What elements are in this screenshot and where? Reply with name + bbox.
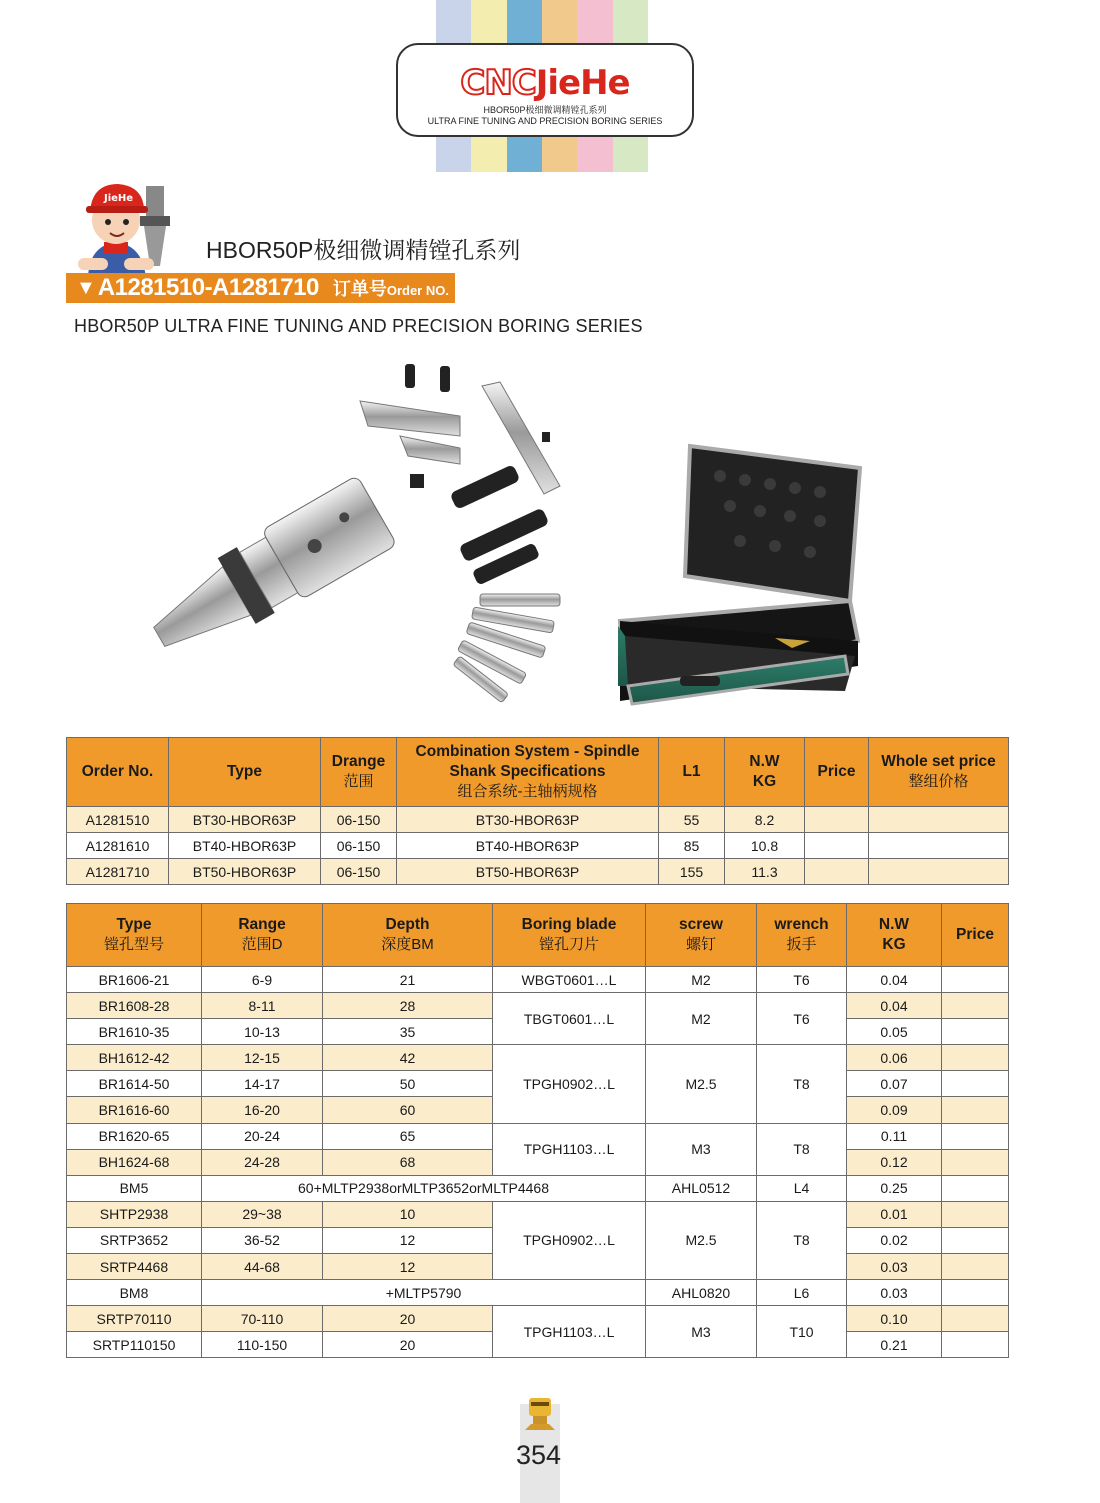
cell-depth: 20 (323, 1306, 493, 1332)
cell-depth: 50 (323, 1071, 493, 1097)
cell-price (942, 1201, 1009, 1227)
cell-type: BT50-HBOR63P (169, 859, 321, 885)
cell-screw: M2 (646, 993, 757, 1045)
cell-type: BT30-HBOR63P (169, 807, 321, 833)
cell-price (942, 993, 1009, 1019)
col-wrench: wrench 扳手 (757, 904, 847, 967)
col-l1: L1 (659, 738, 725, 807)
col-type: Type 镗孔型号 (67, 904, 202, 967)
cell-order: A1281610 (67, 833, 169, 859)
cell-wrench: T6 (757, 967, 847, 993)
cell-range: 44-68 (202, 1254, 323, 1280)
cell-nw: 0.07 (847, 1071, 942, 1097)
cell-wrench: L6 (757, 1280, 847, 1306)
cell-type: BR1608-28 (67, 993, 202, 1019)
cell-depth: 68 (323, 1149, 493, 1175)
cell-wrench: T6 (757, 993, 847, 1045)
table-row (67, 993, 1009, 1019)
cell-depth: 12 (323, 1254, 493, 1280)
cell-range: 24-28 (202, 1149, 323, 1175)
cell-whole-price (869, 859, 1009, 885)
logo-cnc: CNC (460, 63, 536, 103)
cell-nw: 0.11 (847, 1123, 942, 1149)
page-title-cn: HBOR50P极细微调精镗孔系列 (206, 237, 521, 263)
cell-nw: 0.04 (847, 967, 942, 993)
cell-nw: 0.05 (847, 1019, 942, 1045)
brand-logo (398, 63, 692, 103)
cell-screw: M2.5 (646, 1045, 757, 1123)
logo-subtitle-cn: HBOR50P极细微调精镗孔系列 (483, 105, 607, 115)
cell-nw: 0.04 (847, 993, 942, 1019)
cell-range: 8-11 (202, 993, 323, 1019)
cell-price (805, 807, 869, 833)
cell-blade: TPGH1103…L (493, 1123, 646, 1175)
cell-type: SRTP4468 (67, 1254, 202, 1280)
table-row (67, 1175, 1009, 1201)
cell-type: BM5 (67, 1175, 202, 1201)
order-label (333, 275, 449, 301)
cell-depth: 28 (323, 993, 493, 1019)
cell-l1: 155 (659, 859, 725, 885)
cell-type: BH1624-68 (67, 1149, 202, 1175)
cell-price (942, 967, 1009, 993)
order-number-bar (66, 273, 455, 303)
page-number: 354 (516, 1440, 562, 1470)
cell-wrench: L4 (757, 1175, 847, 1201)
cell-wrench: T10 (757, 1306, 847, 1358)
cell-combo: BT30-HBOR63P (397, 807, 659, 833)
cell-type: BR1620-65 (67, 1123, 202, 1149)
boring-bar-spec-table (66, 903, 1009, 1358)
cell-order: A1281510 (67, 807, 169, 833)
cell-nw: 0.02 (847, 1227, 942, 1253)
cell-nw: 0.06 (847, 1045, 942, 1071)
table-row (67, 859, 1009, 885)
cell-price (942, 1280, 1009, 1306)
svg-text:JieHe: JieHe (104, 193, 134, 204)
cell-drange: 06-150 (321, 807, 397, 833)
brand-logo-box (396, 43, 694, 137)
cell-screw: M3 (646, 1306, 757, 1358)
cell-nw: 0.12 (847, 1149, 942, 1175)
col-combination: Combination System - Spindle Shank Specifications 组合系统-主轴柄规格 (397, 738, 659, 807)
cell-blade: TPGH0902…L (493, 1045, 646, 1123)
order-label-cn: 订单号 (332, 279, 387, 299)
cell-screw: AHL0512 (646, 1175, 757, 1201)
cell-price (942, 1306, 1009, 1332)
cell-combo: BT50-HBOR63P (397, 859, 659, 885)
cell-type: SRTP70110 (67, 1306, 202, 1332)
cell-price (942, 1254, 1009, 1280)
cell-combination: 60+MLTP2938orMLTP3652orMLTP4468 (202, 1175, 646, 1201)
cell-type: BR1606-21 (67, 967, 202, 993)
cell-screw: M2 (646, 967, 757, 993)
table-row (67, 1123, 1009, 1149)
cell-combo: BT40-HBOR63P (397, 833, 659, 859)
cell-depth: 21 (323, 967, 493, 993)
cell-wrench: T8 (757, 1045, 847, 1123)
cell-depth: 12 (323, 1227, 493, 1253)
cell-type: SRTP110150 (67, 1332, 202, 1358)
table-row (67, 1280, 1009, 1306)
cell-screw: M3 (646, 1123, 757, 1175)
cell-drange: 06-150 (321, 859, 397, 885)
page-title-en: HBOR50P ULTRA FINE TUNING AND PRECISION BORING SERIES (74, 316, 643, 336)
logo-brand: JieHe (535, 63, 630, 103)
cell-blade: TBGT0601…L (493, 993, 646, 1045)
cell-blade: TPGH1103…L (493, 1306, 646, 1358)
cell-drange: 06-150 (321, 833, 397, 859)
cell-wrench: T8 (757, 1201, 847, 1279)
cell-depth: 42 (323, 1045, 493, 1071)
table-row (67, 1306, 1009, 1332)
cell-depth: 35 (323, 1019, 493, 1045)
col-type: Type (169, 738, 321, 807)
cell-nw: 0.03 (847, 1254, 942, 1280)
cell-price (942, 1097, 1009, 1123)
cell-depth: 65 (323, 1123, 493, 1149)
table-row (67, 1201, 1009, 1227)
col-nw: N.W KG (847, 904, 942, 967)
cell-price (942, 1045, 1009, 1071)
cell-screw: M2.5 (646, 1201, 757, 1279)
col-whole-set-price: Whole set price 整组价格 (869, 738, 1009, 807)
cell-range: 14-17 (202, 1071, 323, 1097)
col-nw: N.W KG (725, 738, 805, 807)
cell-price (942, 1071, 1009, 1097)
cell-nw: 0.01 (847, 1201, 942, 1227)
cell-combination: +MLTP5790 (202, 1280, 646, 1306)
col-price: Price (942, 904, 1009, 967)
product-photos (120, 356, 880, 721)
cell-price (805, 859, 869, 885)
cell-type: BR1616-60 (67, 1097, 202, 1123)
cell-nw: 0.25 (847, 1175, 942, 1201)
cell-range: 20-24 (202, 1123, 323, 1149)
table-header-row (67, 738, 1009, 807)
cell-l1: 85 (659, 833, 725, 859)
cell-nw: 0.10 (847, 1306, 942, 1332)
cell-depth: 20 (323, 1332, 493, 1358)
cell-type: SHTP2938 (67, 1201, 202, 1227)
col-range: Range 范围D (202, 904, 323, 967)
col-depth: Depth 深度BM (323, 904, 493, 967)
table-row (67, 833, 1009, 859)
cell-type: BM8 (67, 1280, 202, 1306)
cell-range: 70-110 (202, 1306, 323, 1332)
cell-depth: 10 (323, 1201, 493, 1227)
cell-price (942, 1019, 1009, 1045)
cell-whole-price (869, 807, 1009, 833)
cell-nw: 0.03 (847, 1280, 942, 1306)
cell-type: BR1614-50 (67, 1071, 202, 1097)
cell-range: 6-9 (202, 967, 323, 993)
cell-range: 16-20 (202, 1097, 323, 1123)
cell-wrench: T8 (757, 1123, 847, 1175)
cell-nw: 10.8 (725, 833, 805, 859)
cell-depth: 60 (323, 1097, 493, 1123)
cell-whole-price (869, 833, 1009, 859)
mascot-icon (523, 1396, 557, 1436)
cell-range: 29~38 (202, 1201, 323, 1227)
cell-order: A1281710 (67, 859, 169, 885)
cell-range: 36-52 (202, 1227, 323, 1253)
tool-case-image (618, 446, 860, 704)
cell-type: BH1612-42 (67, 1045, 202, 1071)
mascot-illustration (74, 176, 184, 280)
cell-screw: AHL0820 (646, 1280, 757, 1306)
col-drange: Drange 范围 (321, 738, 397, 807)
cell-price (805, 833, 869, 859)
order-range: A1281510-A1281710 (97, 274, 319, 301)
cell-nw: 0.09 (847, 1097, 942, 1123)
cell-range: 110-150 (202, 1332, 323, 1358)
triangle-down-icon: ▼ (76, 276, 96, 299)
logo-subtitle-en: ULTRA FINE TUNING AND PRECISION BORING SERIES (427, 116, 663, 126)
cell-nw: 8.2 (725, 807, 805, 833)
cell-blade: TPGH0902…L (493, 1201, 646, 1279)
cell-l1: 55 (659, 807, 725, 833)
cell-range: 10-13 (202, 1019, 323, 1045)
cell-type: SRTP3652 (67, 1227, 202, 1253)
boring-head-image (139, 475, 397, 670)
cell-price (942, 1332, 1009, 1358)
cell-type: BR1610-35 (67, 1019, 202, 1045)
cell-blade: WBGT0601…L (493, 967, 646, 993)
table-row (67, 807, 1009, 833)
cell-price (942, 1175, 1009, 1201)
cell-type: BT40-HBOR63P (169, 833, 321, 859)
cell-price (942, 1149, 1009, 1175)
cell-range: 12-15 (202, 1045, 323, 1071)
cell-price (942, 1123, 1009, 1149)
cell-nw: 0.21 (847, 1332, 942, 1358)
col-boring-blade: Boring blade 镗孔刀片 (493, 904, 646, 967)
order-label-en: Order NO. (386, 283, 449, 298)
col-screw: screw 螺钉 (646, 904, 757, 967)
cell-price (942, 1227, 1009, 1253)
col-price: Price (805, 738, 869, 807)
table-header-row (67, 904, 1009, 967)
holder-spec-table (66, 737, 1009, 885)
table-row (67, 967, 1009, 993)
col-order-no: Order No. (67, 738, 169, 807)
cell-nw: 11.3 (725, 859, 805, 885)
table-row (67, 1045, 1009, 1071)
